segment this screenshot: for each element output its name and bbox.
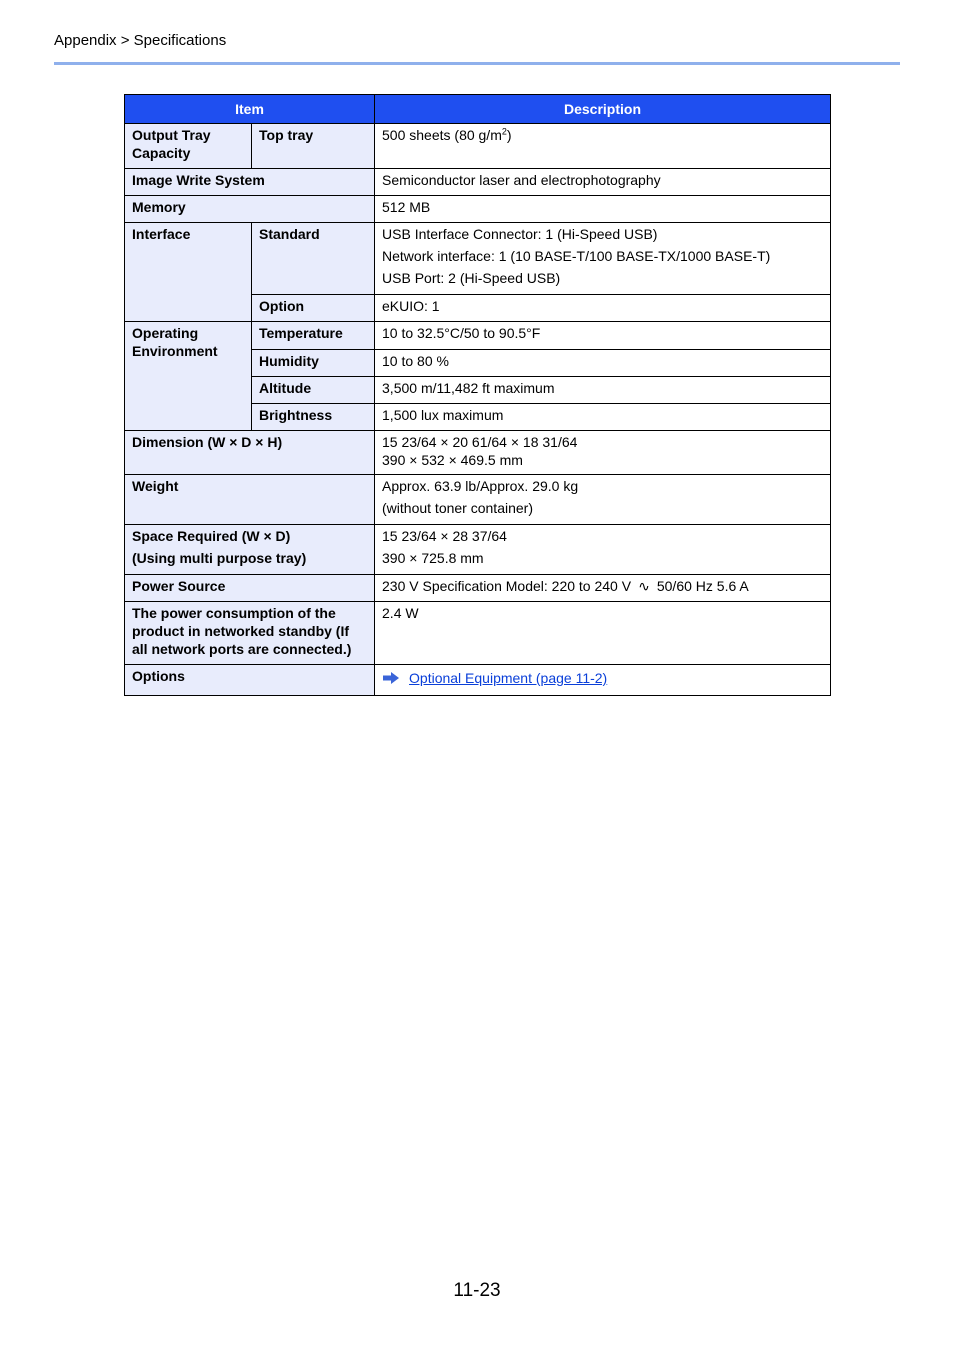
- table-header-row: [125, 95, 831, 124]
- table-row: [125, 525, 831, 575]
- row-value: 15 23/64 × 20 61/64 × 18 31/64 390 × 532 × 469.5 mm: [375, 431, 831, 475]
- row-value: 512 MB: [375, 196, 831, 223]
- row-sublabel: Brightness: [252, 404, 375, 431]
- table-row: [125, 196, 831, 223]
- row-sublabel: Top tray: [252, 124, 375, 169]
- row-label: The power consumption of the product in networked standby (If all network ports are connected.): [125, 602, 375, 665]
- table-row: [125, 322, 831, 350]
- table-row: [125, 602, 831, 665]
- row-value: [375, 665, 831, 696]
- ac-symbol-icon: ∿: [638, 578, 650, 594]
- table-row: [125, 223, 831, 295]
- row-sublabel: Standard: [252, 223, 375, 295]
- page-number: 11-23: [453, 1280, 501, 1301]
- row-value: USB Interface Connector: 1 (Hi-Speed USB) Network interface: 1 (10 BASE-T/100 BASE-TX/1000 BASE-T) USB Port: 2 (Hi-Speed USB): [375, 223, 831, 295]
- row-value: 10 to 32.5°C/50 to 90.5°F: [375, 322, 831, 350]
- row-value: 2.4 W: [375, 602, 831, 665]
- row-value: 500 sheets (80 $g/m^2$): [375, 124, 831, 169]
- header-rule: [54, 62, 900, 65]
- row-value: eKUIO: 1: [375, 295, 831, 322]
- row-value: 10 to 80 %: [375, 350, 831, 377]
- table-row: [125, 169, 831, 196]
- header-item: Item: [125, 95, 375, 124]
- row-sublabel: Temperature: [252, 322, 375, 350]
- row-label: Output Tray Capacity: [125, 124, 252, 169]
- row-value: 15 23/64 × 28 37/64 390 × 725.8 mm: [375, 525, 831, 575]
- row-value: 3,500 m/11,482 ft maximum: [375, 377, 831, 404]
- table-row: [125, 431, 831, 475]
- row-sublabel: Option: [252, 295, 375, 322]
- row-label: Interface: [125, 223, 252, 322]
- row-sublabel: Humidity: [252, 350, 375, 377]
- row-label: Weight: [125, 475, 375, 525]
- row-label: Power Source: [125, 575, 375, 602]
- table-row: [125, 575, 831, 602]
- row-value: 230 V Specification Model: 220 to 240 V ∿ 50/60 Hz 5.6 A: [375, 575, 831, 602]
- row-label: Operating Environment: [125, 322, 252, 431]
- row-label: Options: [125, 665, 375, 696]
- optional-equipment-link[interactable]: Optional Equipment (page 11-2): [409, 670, 608, 686]
- row-sublabel: Altitude: [252, 377, 375, 404]
- arrow-right-icon: [382, 671, 400, 685]
- row-value: 1,500 lux maximum: [375, 404, 831, 431]
- specifications-table: [124, 94, 831, 696]
- row-value: Semiconductor laser and electrophotography: [375, 169, 831, 196]
- table-row: [125, 124, 831, 169]
- header-description: Description: [375, 95, 831, 124]
- row-value: Approx. 63.9 lb/Approx. 29.0 kg (without toner container): [375, 475, 831, 525]
- table-row: [125, 665, 831, 696]
- table-row: [125, 475, 831, 525]
- breadcrumb: Appendix > Specifications: [54, 32, 227, 49]
- row-label: Image Write System: [125, 169, 375, 196]
- row-label: Memory: [125, 196, 375, 223]
- row-label: Dimension (W × D × H): [125, 431, 375, 475]
- row-label: Space Required (W × D) (Using multi purpose tray): [125, 525, 375, 575]
